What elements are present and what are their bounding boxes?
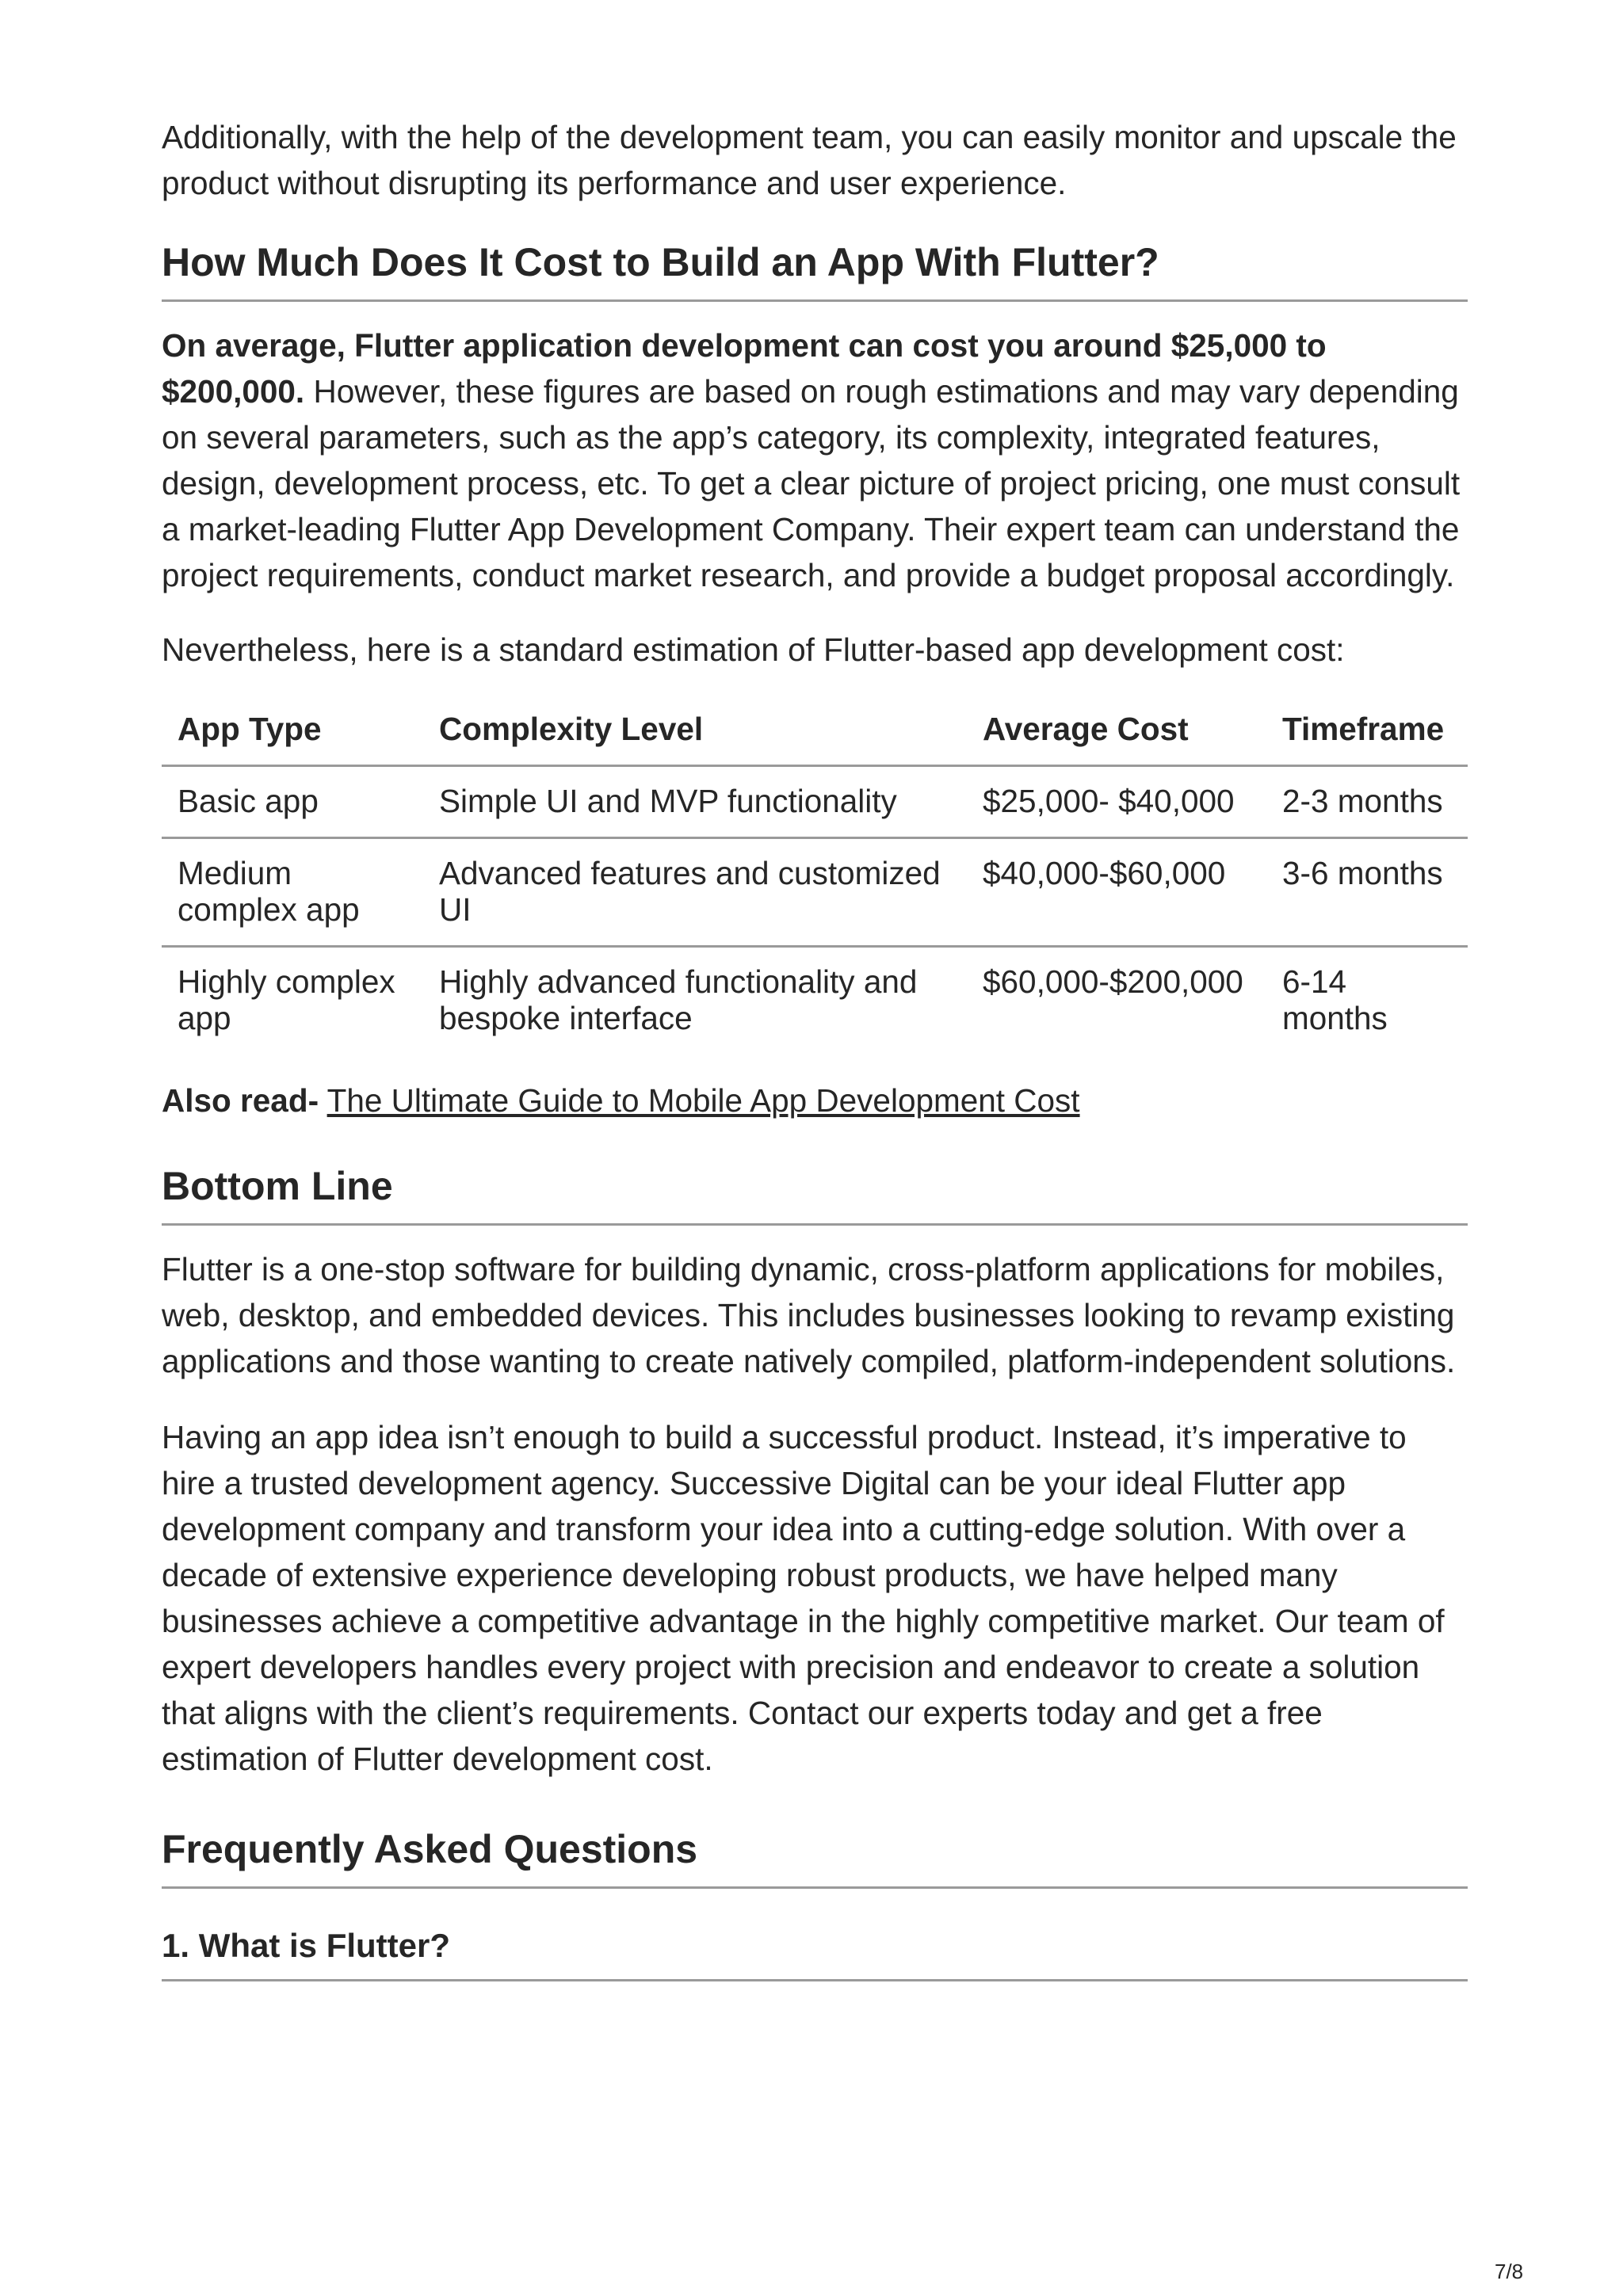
cell-average-cost: $40,000-$60,000 bbox=[967, 838, 1266, 947]
header-complexity-level: Complexity Level bbox=[423, 690, 967, 766]
cell-app-type: Medium complex app bbox=[162, 838, 423, 947]
also-read-label: Also read- bbox=[162, 1082, 319, 1119]
bottom-line-paragraph-2: Having an app idea isn’t enough to build a successful product. Instead, it’s imperative to hire a trusted development agency. Successive Digital can be your ideal Flutter app development company and transform your idea into a cutting-edge solution. With over a decade of extensive experience developing robust products, we have helped many businesses achieve a competitive advantage in the highly competitive market. Our team of expert developers handles every project with precision and endeavor to create a solution that aligns with the client’s requirements. Contact our experts today and get a free estimation of Flutter development cost. bbox=[162, 1419, 1445, 1777]
cell-timeframe: 6-14 months bbox=[1282, 963, 1388, 1036]
document-page bbox=[162, 114, 1468, 1981]
table-header-row bbox=[162, 690, 1468, 766]
cell-complexity-level: Simple UI and MVP functionality bbox=[423, 766, 967, 838]
also-read-line bbox=[162, 1077, 1468, 1123]
intro-paragraph: Additionally, with the help of the development team, you can easily monitor and upscale the product without disrupting its performance and user experience. bbox=[162, 119, 1457, 201]
header-app-type: App Type bbox=[162, 690, 423, 766]
cell-timeframe: 2-3 months bbox=[1266, 766, 1468, 838]
cost-table bbox=[162, 690, 1468, 1054]
table-row bbox=[162, 947, 1468, 1055]
page-number: 7/8 bbox=[1495, 2260, 1524, 2283]
bottom-line-heading: Bottom Line bbox=[162, 1161, 1468, 1226]
estimation-intro: Nevertheless, here is a standard estimation of Flutter-based app development cost: bbox=[162, 631, 1345, 668]
table-row bbox=[162, 838, 1468, 947]
cell-timeframe: 3-6 months bbox=[1266, 838, 1468, 947]
bottom-line-paragraph-1: Flutter is a one-stop software for building dynamic, cross-platform applications for mobiles, web, desktop, and embedded devices. This includes businesses looking to revamp existing applications and those wanting to create natively compiled, platform-independent solutions. bbox=[162, 1251, 1456, 1379]
cell-complexity-level: Highly advanced functionality and bespoke interface bbox=[439, 963, 918, 1036]
header-average-cost: Average Cost bbox=[967, 690, 1266, 766]
cell-app-type: Highly complex app bbox=[178, 963, 395, 1036]
table-row bbox=[162, 766, 1468, 838]
cost-paragraph-rest: However, these figures are based on rough estimations and may vary depending on several parameters, such as the app’s category, its complexity, integrated features, design, development process, etc. To get a clear picture of project pricing, one must consult a market-leading Flutter App Development Company. Their expert team can understand the project requirements, conduct market research, and provide a budget proposal accordingly. bbox=[162, 373, 1461, 593]
cell-complexity-level: Advanced features and customized UI bbox=[423, 838, 967, 947]
cell-app-type: Basic app bbox=[162, 766, 423, 838]
cost-section-heading: How Much Does It Cost to Build an App With Flutter? bbox=[162, 238, 1468, 302]
cell-average-cost: $60,000-$200,000 bbox=[983, 963, 1243, 1000]
faq-heading: Frequently Asked Questions bbox=[162, 1825, 1468, 1889]
cost-paragraph bbox=[162, 322, 1468, 598]
cell-average-cost: $25,000- $40,000 bbox=[967, 766, 1266, 838]
also-read-link[interactable]: The Ultimate Guide to Mobile App Development Cost bbox=[327, 1082, 1080, 1119]
faq-question-1: 1. What is Flutter? bbox=[162, 1924, 1468, 1981]
cost-paragraph-bold: On average, Flutter application development can cost you around $25,000 to $200,000. bbox=[162, 327, 1327, 410]
header-timeframe: Timeframe bbox=[1266, 690, 1468, 766]
